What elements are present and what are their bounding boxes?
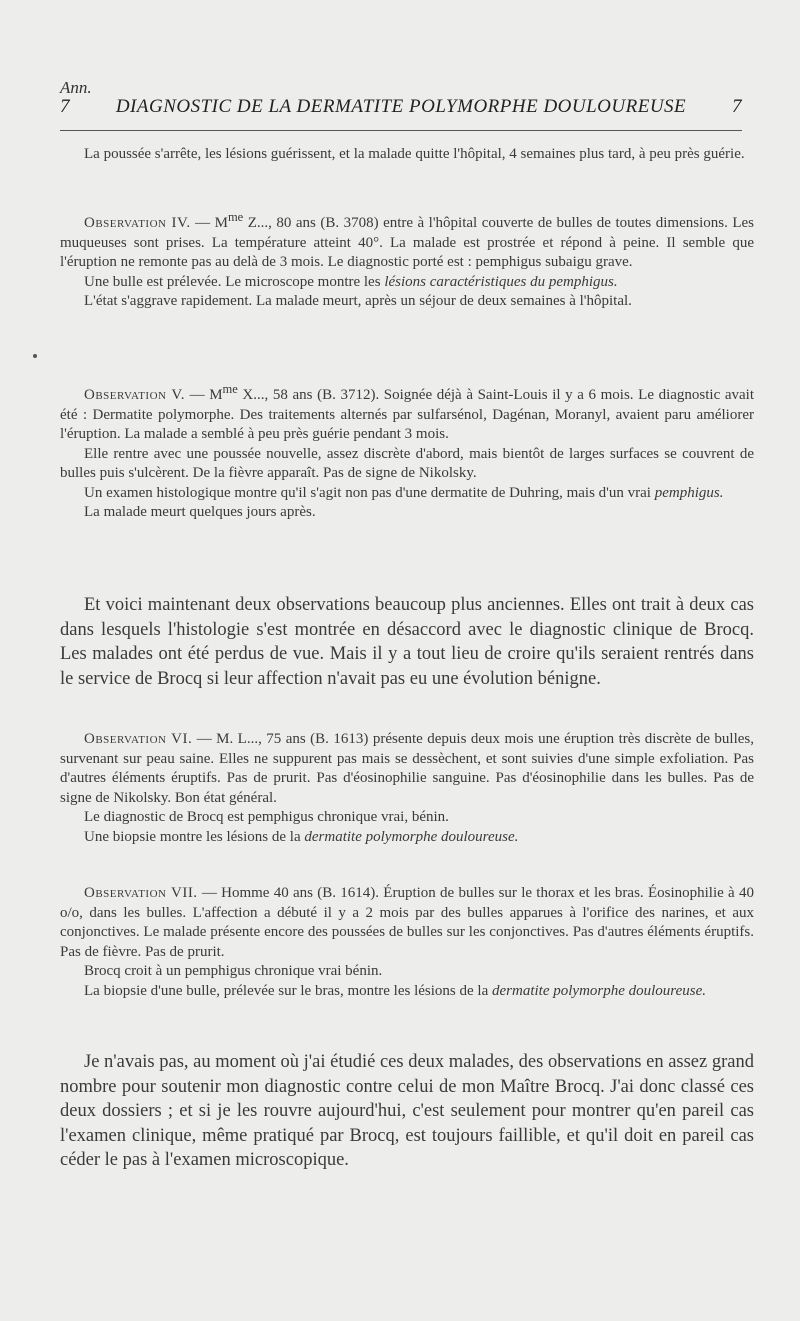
- observation-5: [60, 380, 754, 523]
- observation-5-text-a: — M: [184, 387, 223, 403]
- main-paragraph-text: Et voici maintenant deux observations beaucoup plus anciennes. Elles ont trait à deux cas dans lesquels l'histologie s'est montrée en désaccord avec le diagnostic clinique de Brocq. Les malades ont été perdus de vue. Mais il y a tout lieu de croire qu'ils seraient rentrés dans le service de Brocq si leur affection n'avait pas eu une évolution bénigne.: [60, 595, 754, 689]
- observation-7-text: — Homme 40 ans (B. 1614). Éruption de bulles sur le thorax et les bras. Éosinophilie à 40 o/o, dans les bulles. L'affection a débuté il y a 2 mois par des bulles apparues à l'orifice des narines, et aux conjonctives. Le malade présente encore des poussées de bulles sur les conjonctives. Pas d'autres éléments éruptifs. Pas de fièvre. Pas de prurit.: [60, 885, 754, 960]
- observation-5-label: Observation V.: [84, 387, 185, 403]
- observation-6-paragraph-3: [60, 828, 754, 848]
- intro-paragraph: [60, 145, 754, 165]
- final-paragraph: [60, 1050, 754, 1173]
- observation-7-label: Observation VII.: [84, 885, 198, 901]
- observation-6-paragraph-1: [60, 730, 754, 808]
- observation-5-paragraph-3: [60, 484, 754, 504]
- observation-4-p2-text: Une bulle est prélevée. Le microscope montre les: [84, 273, 385, 290]
- final-paragraph-text: Je n'avais pas, au moment où j'ai étudié ces deux malades, des observations en assez grand nombre pour soutenir mon diagnostic contre celui de mon Maître Brocq. J'ai donc classé ces deux dossiers ; et si je les rouvre aujourd'hui, c'est seulement pour montrer qu'en pareil cas l'examen clinique, même pratiqué par Brocq, est toujours faillible, et qu'il doit en pareil cas céder le pas à l'examen microscopique.: [60, 1052, 754, 1170]
- observation-5-p3-text: Un examen histologique montre qu'il s'agit non pas d'une dermatite de Duhring, mais d'un vrai: [84, 484, 655, 501]
- observation-5-paragraph-2: Elle rentre avec une poussée nouvelle, assez discrète d'abord, mais bientôt de larges surfaces se couvrent de bulles puis s'ulcèrent. De la fièvre apparaît. Pas de signe de Nikolsky.: [60, 445, 754, 481]
- observation-4-p2-emphasis: lésions caractéristiques du pemphigus.: [384, 273, 618, 290]
- observation-4-label: Observation IV.: [84, 215, 191, 231]
- observation-6-p3-emphasis: dermatite polymorphe douloureuse.: [304, 828, 519, 845]
- running-title: DIAGNOSTIC DE LA DERMATITE POLYMORPHE DOULOUREUSE: [115, 96, 687, 117]
- observation-7-paragraph-3: [60, 982, 754, 1002]
- observation-4-text-a: — M: [190, 215, 228, 231]
- observation-5-p3-emphasis: pemphigus.: [654, 484, 724, 501]
- observation-4-paragraph-3: L'état s'aggrave rapidement. La malade meurt, après un séjour de deux semaines à l'hôpital.: [84, 293, 632, 309]
- observation-6-p3-text: Une biopsie montre les lésions de la: [84, 828, 305, 845]
- running-header: [60, 96, 742, 118]
- observation-4-paragraph-2: [60, 273, 754, 293]
- observation-5-sup: me: [222, 382, 238, 396]
- observation-5-text-b: X..., 58 ans (B. 3712). Soignée déjà à Saint-Louis il y a 6 mois. Le diagnostic avait été : Dermatite polymorphe. Des traitements alternés par sulfarsénol, Dagénan, Moranyl, avaient paru améliorer l'éruption. La malade a semblé à peu près guérie pendant 3 mois.: [60, 387, 755, 442]
- observation-6-label: Observation VI.: [84, 731, 193, 747]
- observation-7-paragraph-2: Brocq croit à un pemphigus chronique vrai bénin.: [84, 963, 383, 979]
- header-rule: [60, 130, 742, 131]
- observation-6-paragraph-2: Le diagnostic de Brocq est pemphigus chronique vrai, bénin.: [84, 809, 449, 825]
- observation-7-p3-text: La biopsie d'une bulle, prélevée sur le bras, montre les lésions de la: [84, 982, 492, 999]
- observation-4-text-b: Z..., 80 ans (B. 3708) entre à l'hôpital couverte de bulles de toutes dimensions. Les muqueuses sont prises. La température atteint 40°. La malade est prostrée et répond à peine. Il semble que l'éruption ne remonte pas au delà de 3 mois. Le diagnostic porté est : pemphigus subaigu grave.: [60, 215, 754, 270]
- observation-7: [60, 884, 754, 1001]
- observation-7-p3-emphasis: dermatite polymorphe douloureuse.: [492, 982, 706, 999]
- intro-text: La poussée s'arrête, les lésions guérissent, et la malade quitte l'hôpital, 4 semaines plus tard, à peu près guérie.: [84, 146, 745, 162]
- observation-6: [60, 730, 754, 847]
- page-marginal-note: Ann.: [60, 78, 92, 97]
- observation-5-paragraph-1: [60, 380, 754, 445]
- main-paragraph: [60, 593, 754, 691]
- margin-dot: [33, 354, 37, 358]
- observation-4: [60, 208, 754, 312]
- page-number-left: 7: [60, 96, 70, 117]
- observation-4-paragraph-1: [60, 208, 754, 273]
- observation-5-paragraph-4: La malade meurt quelques jours après.: [84, 504, 316, 520]
- observation-4-sup: me: [227, 210, 244, 224]
- observation-6-text: — M. L..., 75 ans (B. 1613) présente depuis deux mois une éruption très discrète de bulles, survenant sur peau saine. Elles ne suppurent pas mais se dessèchent, et sont suivies d'une simple exfoliation. Pas d'autres éléments éruptifs. Pas de prurit. Pas d'éosinophilie sanguine. Pas d'éosinophilie dans les bulles. Pas de signe de Nikolsky. Bon état général.: [60, 731, 755, 806]
- page-number-right: 7: [732, 96, 742, 117]
- observation-7-paragraph-1: [60, 884, 754, 962]
